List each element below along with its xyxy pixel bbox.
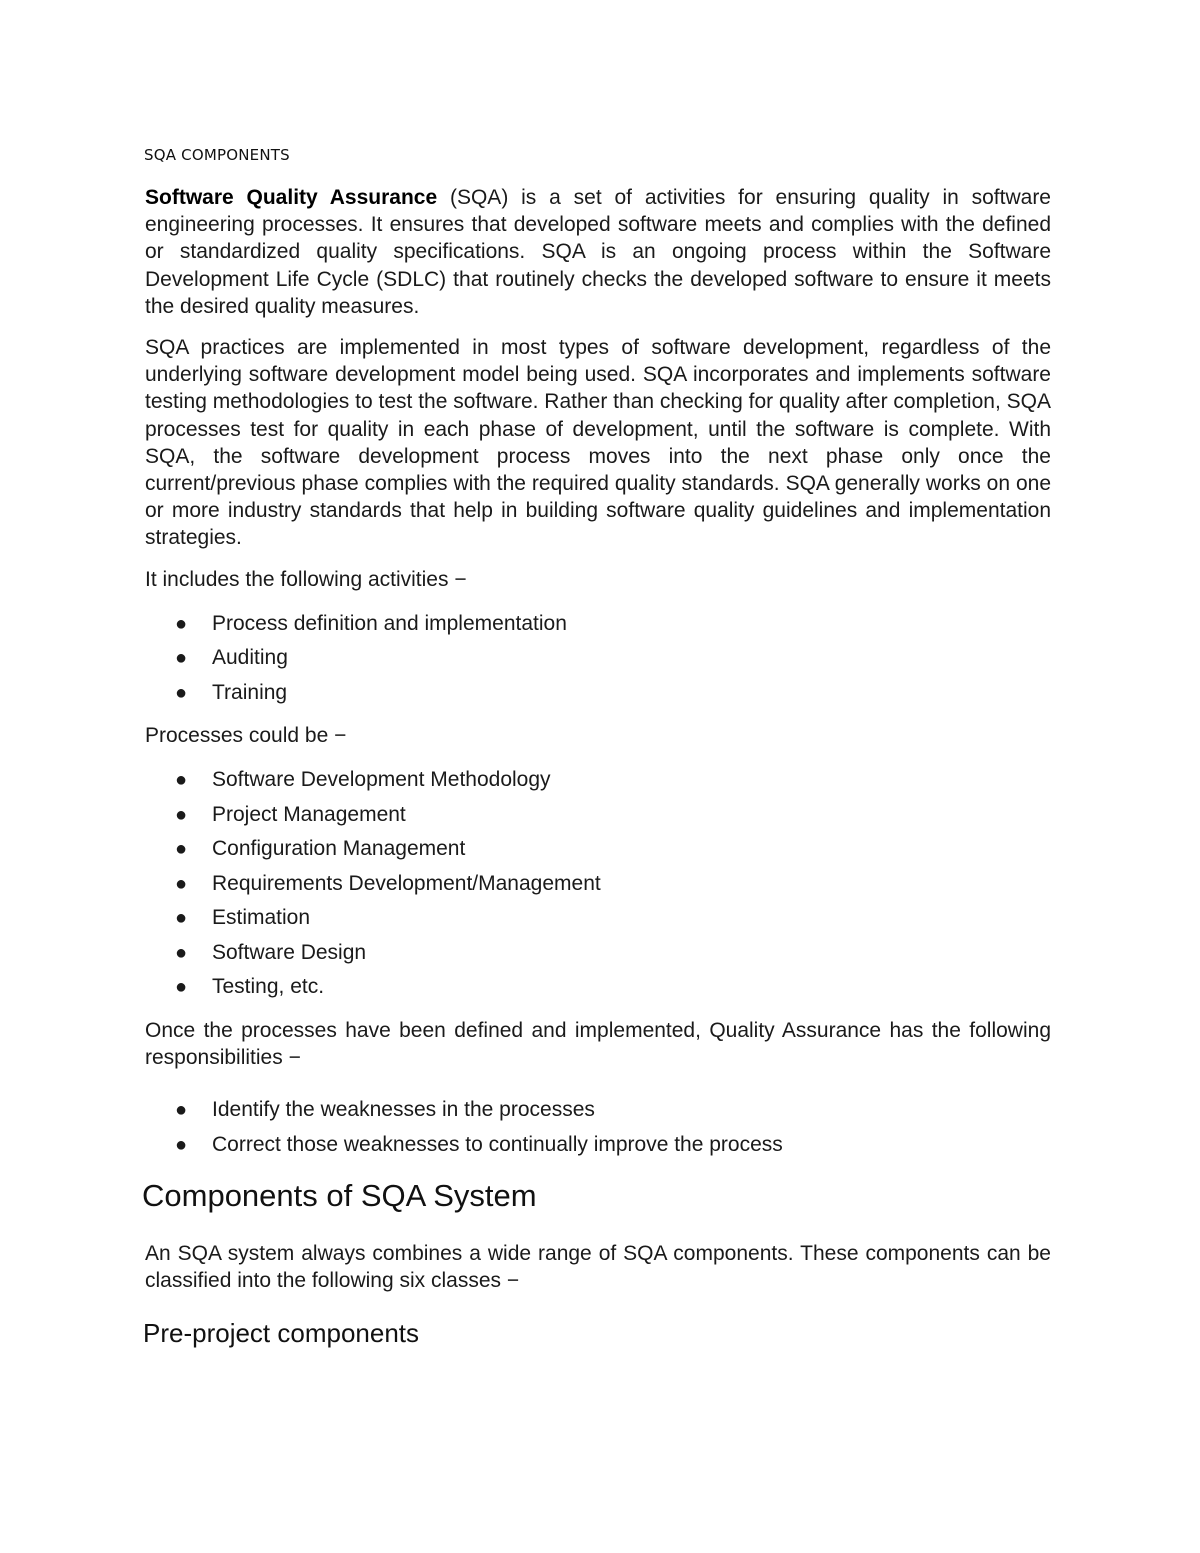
- bullet-icon: ●: [175, 1133, 188, 1156]
- list-item-text: Project Management: [212, 802, 406, 826]
- bullet-icon: ●: [175, 681, 188, 704]
- bullet-icon: ●: [175, 838, 188, 861]
- practices-paragraph: SQA practices are implemented in most types of software development, regardless of the underlying software development model being used. SQA incorporates and implements software testing methodologies to test the software. Rather than checking for quality after completion, SQA processes test for quality in each phase of development, until the software is complete. With SQA, the software development process moves into the next phase only once the current/previous phase complies with the required quality standards. SQA generally works on one or more industry standards that help in building software quality guidelines and implementation strategies.: [145, 336, 1051, 550]
- list-item: [145, 867, 1051, 902]
- list-item: [145, 1128, 1051, 1163]
- list-item-text: Requirements Development/Management: [212, 871, 601, 895]
- activities-list: [145, 607, 1051, 711]
- list-item: [145, 607, 1051, 642]
- components-heading: Components of SQA System: [142, 1178, 537, 1214]
- bullet-icon: ●: [175, 803, 188, 826]
- bullet-icon: ●: [175, 976, 188, 999]
- list-item-text: Estimation: [212, 906, 311, 930]
- list-item-text: Training: [212, 680, 288, 704]
- list-item: [145, 832, 1051, 867]
- list-item: [145, 798, 1051, 833]
- list-item: [145, 901, 1051, 936]
- responsibilities-lead: Once the processes have been defined and implemented, Quality Assurance has the following responsibilities −: [145, 1018, 1051, 1069]
- bullet-icon: ●: [175, 872, 188, 895]
- pre-project-heading: Pre-project components: [143, 1318, 420, 1349]
- list-item-text: Auditing: [212, 646, 288, 670]
- list-item-text: Software Design: [212, 940, 367, 964]
- document-content: [142, 146, 1051, 1349]
- list-item: [145, 641, 1051, 676]
- list-item-text: Configuration Management: [212, 837, 466, 861]
- bullet-icon: ●: [175, 769, 188, 792]
- responsibilities-list: [145, 1093, 1051, 1162]
- list-item: [145, 936, 1051, 971]
- list-item-text: Software Development Methodology: [212, 768, 551, 792]
- bullet-icon: ●: [175, 647, 188, 670]
- intro-paragraph: [145, 184, 1051, 320]
- intro-bold-term: Software Quality Assurance: [145, 186, 438, 209]
- list-item: [145, 763, 1051, 798]
- components-paragraph: An SQA system always combines a wide range of SQA components. These components can be classified into the following six classes −: [145, 1242, 1051, 1293]
- list-item: [145, 970, 1051, 1005]
- list-item: [145, 676, 1051, 711]
- bullet-icon: ●: [175, 907, 188, 930]
- processes-list: [145, 763, 1051, 1005]
- list-item-text: Correct those weaknesses to continually improve the process: [212, 1132, 783, 1156]
- bullet-icon: ●: [175, 612, 188, 635]
- intro-text: (SQA) is a set of activities for ensuring quality in software engineering processes. It ensures that developed software meets and complies with the defined or standardized quality specifications. SQA is an ongoing process within the Software Development Life Cycle (SDLC) that routinely checks the developed software to ensure it meets the desired quality measures.: [145, 186, 1051, 318]
- bullet-icon: ●: [175, 941, 188, 964]
- list-item-text: Process definition and implementation: [212, 611, 567, 635]
- processes-lead: Processes could be −: [145, 724, 347, 748]
- bullet-icon: ●: [175, 1099, 188, 1122]
- list-item-text: Testing, etc.: [212, 975, 325, 999]
- list-item: [145, 1093, 1051, 1128]
- document-title: SQA COMPONENTS: [144, 146, 290, 164]
- activities-lead: It includes the following activities −: [145, 567, 467, 591]
- list-item-text: Identify the weaknesses in the processes: [212, 1098, 595, 1122]
